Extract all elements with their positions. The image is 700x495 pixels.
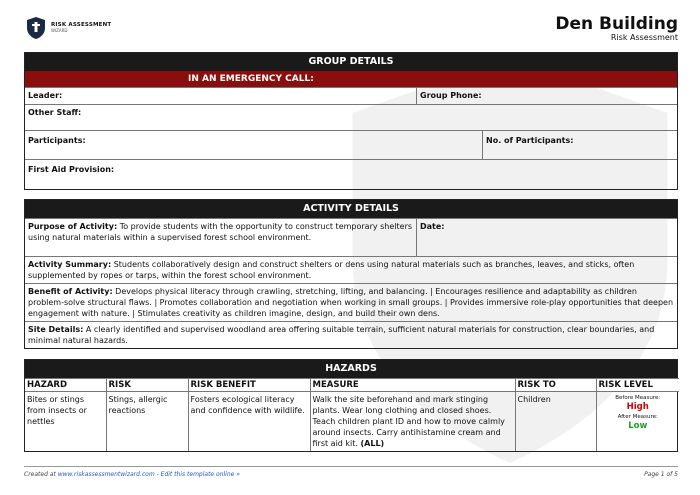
page-subtitle: Risk Assessment xyxy=(610,33,678,42)
benefit-label: Benefit of Activity: xyxy=(28,287,113,296)
group-phone-field[interactable]: Group Phone: xyxy=(416,88,677,104)
group-details-heading: GROUP DETAILS xyxy=(25,53,677,71)
risk-benefit-cell: Fosters ecological literacy and confidence with wildlife. xyxy=(188,392,310,452)
risk-level-before: High xyxy=(626,402,649,412)
after-measure-label: After Measure: xyxy=(617,414,658,420)
first-aid-provision-field[interactable]: First Aid Provision: xyxy=(28,165,115,174)
col-risk-benefit: RISK BENEFIT xyxy=(188,379,310,392)
measure-text: Walk the site beforehand and mark stinging plants. Wear long clothing and closed shoes. Teach children plant ID and how to move calmly around insects. Carry antihistamine cream and first aid kit. xyxy=(312,395,505,448)
table-row xyxy=(25,392,679,452)
leader-field[interactable]: Leader: xyxy=(28,91,63,100)
summary-label: Activity Summary: xyxy=(28,260,112,269)
purpose-of-activity xyxy=(25,219,416,256)
risk-to-cell: Children xyxy=(515,392,596,452)
hazards-section xyxy=(24,359,678,452)
page-title: Den Building xyxy=(555,14,678,34)
site-label: Site Details: xyxy=(28,325,84,334)
page-footer xyxy=(24,466,678,478)
activity-summary xyxy=(25,257,677,283)
date-field[interactable]: Date: xyxy=(416,219,677,256)
activity-details-heading: ACTIVITY DETAILS xyxy=(25,200,677,218)
number-of-participants-field[interactable]: No. of Participants: xyxy=(482,131,677,159)
risk-cell: Stings, allergic reactions xyxy=(106,392,188,452)
brand-tagline: WIZARD xyxy=(51,28,68,34)
group-details-section xyxy=(24,52,678,190)
col-risk-to: RISK TO xyxy=(515,379,596,392)
hazards-header-row xyxy=(25,379,679,392)
site-text: A clearly identified and supervised woodland area offering suitable terrain, sufficient natural materials for construction, clear boundaries, and minimal natural hazards. xyxy=(28,325,655,345)
col-measure: MEASURE xyxy=(310,379,515,392)
hazard-cell: Bites or stings from insects or nettles xyxy=(25,392,106,452)
measure-applies-tag: (ALL) xyxy=(360,439,385,448)
col-hazard: HAZARD xyxy=(25,379,106,392)
shield-logo-icon xyxy=(26,16,46,40)
emergency-call-banner: IN AN EMERGENCY CALL: xyxy=(25,71,677,87)
before-measure-label: Before Measure: xyxy=(615,395,661,401)
risk-level-cell xyxy=(596,392,679,452)
purpose-label: Purpose of Activity: xyxy=(28,222,118,231)
site-details xyxy=(25,322,677,348)
hazards-heading: HAZARDS xyxy=(25,360,677,378)
benefit-of-activity xyxy=(25,284,677,321)
col-risk: RISK xyxy=(106,379,188,392)
benefit-text: Develops physical literacy through crawling, stretching, lifting, and balancing. | Encourages resilience and adaptability as children problem-solve structural flaws. | Promotes collaboration and negotiation when working in small groups. | Provides immersive role-play opportunities that deepen engagement with nature. | Stimulates creativity as children imagine, design, and build their own dens. xyxy=(28,287,674,318)
col-risk-level: RISK LEVEL xyxy=(596,379,679,392)
risk-level-after: Low xyxy=(628,421,648,431)
document-header xyxy=(24,14,678,44)
measure-cell xyxy=(310,392,515,452)
page-number: Page 1 of 5 xyxy=(644,471,678,478)
brand-logo xyxy=(26,16,111,40)
purpose-text: To provide students with the opportunity to construct temporary shelters using natural materials within a supervised forest school environment. xyxy=(28,222,413,242)
participants-field[interactable]: Participants: xyxy=(28,136,86,145)
hazards-table xyxy=(25,378,679,451)
footer-template-link[interactable]: www.riskassessmentwizard.com - Edit this template online » xyxy=(57,471,240,478)
activity-details-section xyxy=(24,199,678,349)
brand-name: RISK ASSESSMENT xyxy=(51,21,112,28)
summary-text: Students collaboratively design and construct shelters or dens using natural materials such as branches, leaves, and sticks, often supplemented by ropes or tarps, within the forest school environment. xyxy=(28,260,635,280)
footer-created: Created at xyxy=(24,471,58,478)
other-staff-field[interactable]: Other Staff: xyxy=(28,108,82,117)
